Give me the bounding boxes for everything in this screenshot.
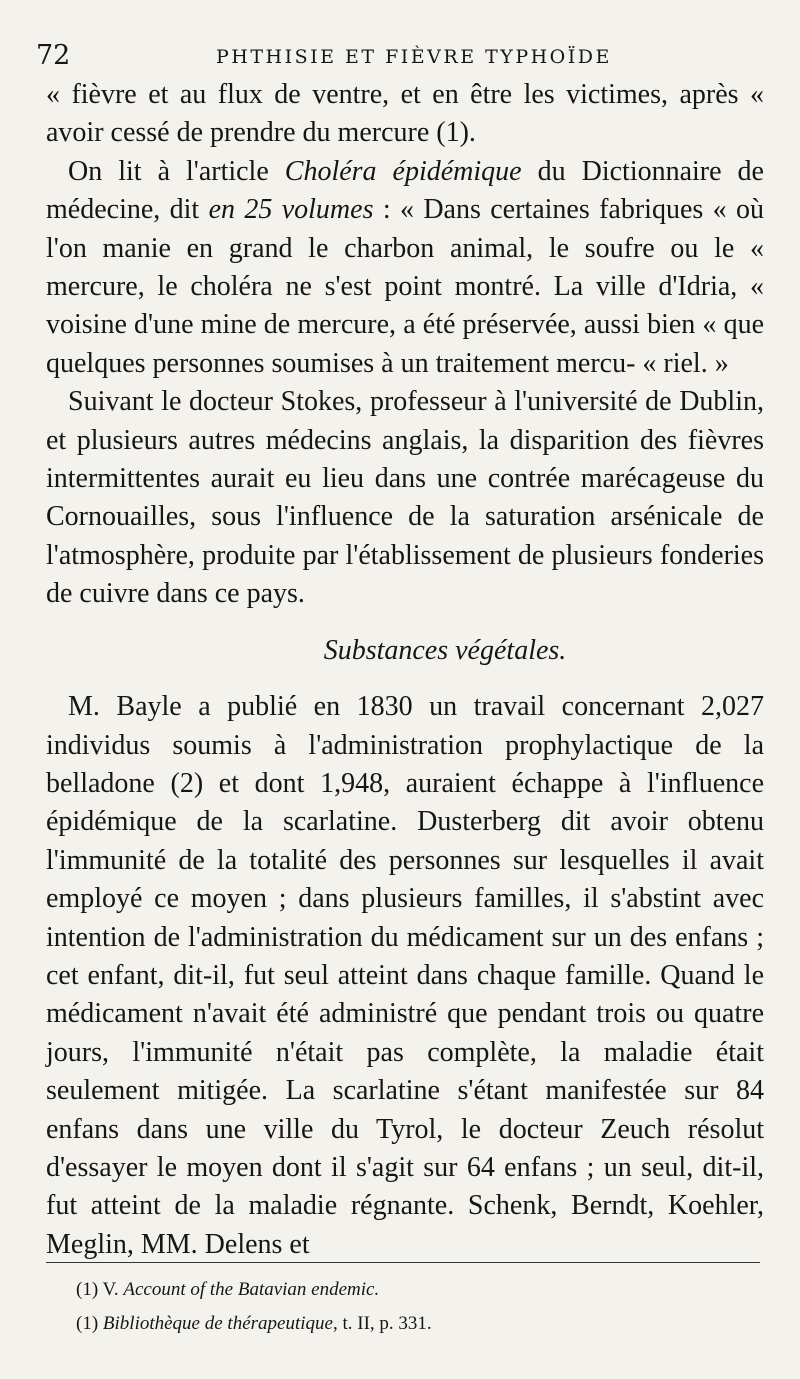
paragraph-1: « fièvre et au flux de ventre, et en être les victimes, après « avoir cessé de prendre du mercure (1). — [46, 79, 764, 149]
footnote-1-mark: (1) V. — [76, 1279, 124, 1300]
footnote-2-title: Bibliothèque de thérapeutique — [102, 1313, 333, 1334]
paragraph-2 — [46, 153, 764, 383]
page-header — [36, 40, 760, 76]
paragraph-4: M. Bayle a publié en 1830 un travail concernant 2,027 individus soumis à l'administration prophylactique de la belladone (2) et dont 1,948, auraient échappe à l'influence épidémique de la scarlatine. Dusterberg dit avoir obtenu l'immunité de la totalité des personnes sur lesquelles il avait employé ce moyen ; dans plusieurs familles, il s'abstint avec intention de l'administration du médicament sur un des enfans ; cet enfant, dit-il, fut seul atteint dans chaque famille. Quand le médicament n'avait été administré que pendant trois ou quatre jours, l'immunité n'était pas complète, la maladie était seulement mitigée. La scarlatine s'étant manifestée sur 84 enfans dans une ville du Tyrol, le docteur Zeuch résolut d'essayer le moyen dont il s'agit sur 64 enfans ; un seul, dit-il, fut atteint de la maladie régnante. Schenk, Berndt, Koehler, Meglin, MM. Delens et — [46, 691, 764, 1260]
emphasis-volumes: en 25 volumes — [208, 194, 374, 226]
paragraph-2-text-a: On lit à l'article — [68, 155, 285, 187]
footnote-2 — [76, 1307, 760, 1341]
paragraph-3: Suivant le docteur Stokes, professeur à l'université de Dublin, et plusieurs autres médecins anglais, la disparition des fièvres intermittentes aurait eu lieu dans une contrée marécageuse du Cornouailles, sous l'influence de la saturation arsénicale de l'atmosphère, produite par l'établissement de plusieurs fonderies de cuivre dans ce pays. — [46, 386, 764, 610]
paragraph-2-text-b: du Dictionnaire de médecine, dit — [46, 155, 764, 226]
section-heading: Substances végétales. — [323, 634, 567, 666]
running-title: PHTHISIE ET FIÈVRE TYPHOÏDE — [216, 46, 612, 68]
paragraph-2-text-c: : « Dans certaines fabriques « où l'on manie en grand le charbon animal, le soufre ou le « mercure, le choléra ne s'est point montré. La ville d'Idria, « voisine d'une mine de mercure, a été préservée, aussi bien « que quelques personnes soumises à un traitement mercu- « riel. » — [46, 194, 764, 379]
footnote-1-title: Account of the Batavian endemic. — [123, 1279, 380, 1300]
footnotes — [46, 1262, 760, 1341]
footnote-2-mark: (1) — [76, 1313, 103, 1334]
page-number: 72 — [36, 40, 71, 71]
main-text — [46, 76, 764, 1264]
emphasis-cholera: Choléra épidémique — [284, 155, 522, 187]
footnote-2-ref: , t. II, p. 331. — [332, 1313, 432, 1334]
footnote-1 — [76, 1273, 760, 1307]
